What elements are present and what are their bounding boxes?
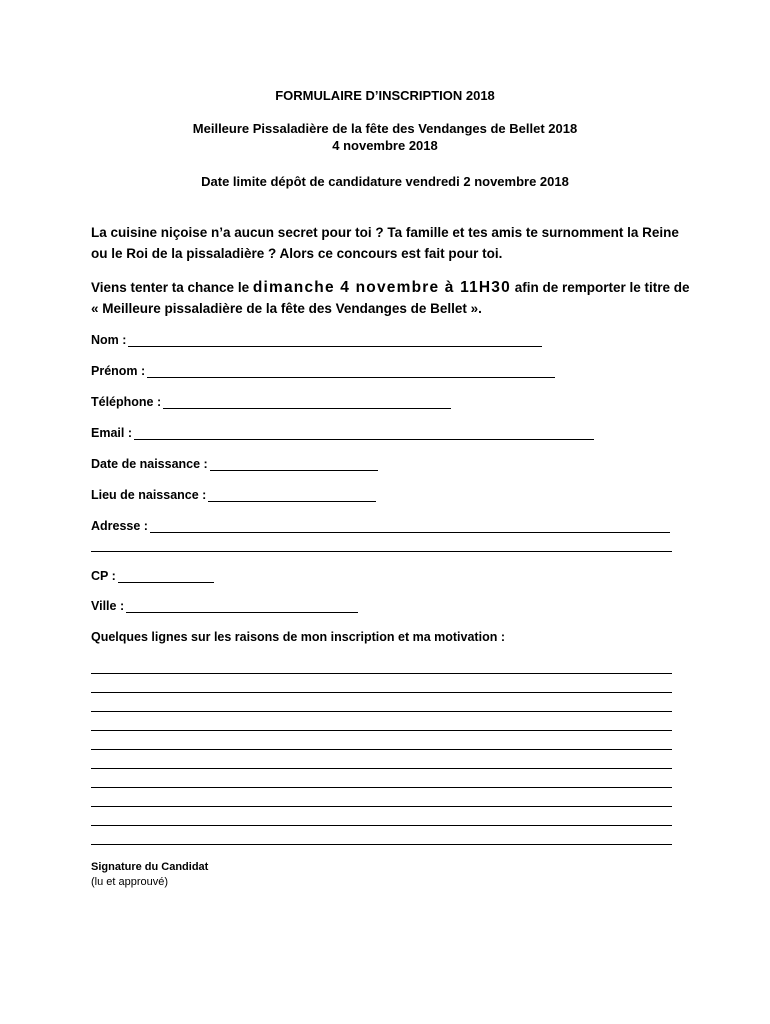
lieu-naissance-input-line[interactable] [208,491,376,502]
cp-input-line[interactable] [118,572,214,583]
signature-note: (lu et approuvé) [91,876,169,888]
invitation-text-end: afin de remporter le titre de « Meilleure pissaladière de la fête des Vendanges de Bellet ». [91,280,690,316]
adresse-label: Adresse : [91,519,148,533]
prenom-label: Prénom : [91,364,146,378]
date-naissance-field[interactable] [91,457,378,471]
invitation-paragraph [91,277,691,319]
email-field[interactable] [91,426,594,440]
motivation-line[interactable] [91,711,672,712]
invitation-text-start: Viens tenter ta chance le [91,280,253,295]
lieu-naissance-label: Lieu de naissance : [91,488,207,502]
nom-input-line[interactable] [128,336,542,347]
cp-label: CP : [91,569,116,583]
signature-label: Signature du Candidat [91,861,209,873]
contest-name: Meilleure Pissaladière de la fête des Vendanges de Bellet 2018 [192,121,578,136]
ville-label: Ville : [91,599,125,613]
telephone-field[interactable] [91,395,451,409]
prenom-field[interactable] [91,364,555,378]
motivation-line[interactable] [91,768,672,769]
motivation-line[interactable] [91,692,672,693]
contest-date: 4 novembre 2018 [332,138,438,153]
date-naissance-input-line[interactable] [210,460,378,471]
motivation-line[interactable] [91,787,672,788]
motivation-line[interactable] [91,844,672,845]
nom-label: Nom : [91,333,127,347]
nom-field[interactable] [91,333,542,347]
ville-field[interactable] [91,599,358,613]
telephone-input-line[interactable] [163,398,451,409]
email-input-line[interactable] [134,429,594,440]
date-naissance-label: Date de naissance : [91,457,208,471]
ville-input-line[interactable] [126,602,358,613]
motivation-line[interactable] [91,673,672,674]
event-datetime: dimanche 4 novembre à 11H30 [252,279,511,296]
lieu-naissance-field[interactable] [91,488,376,502]
cp-field[interactable] [91,569,214,583]
prenom-input-line[interactable] [147,367,555,378]
email-label: Email : [91,426,132,440]
motivation-line[interactable] [91,825,672,826]
telephone-label: Téléphone : [91,395,162,409]
adresse-input-line-2[interactable] [91,551,672,552]
motivation-label: Quelques lignes sur les raisons de mon inscription et ma motivation : [91,630,505,644]
motivation-line[interactable] [91,806,672,807]
motivation-line[interactable] [91,749,672,750]
adresse-field[interactable] [91,519,670,533]
deadline-text: Date limite dépôt de candidature vendredi 2 novembre 2018 [201,174,569,189]
adresse-input-line[interactable] [150,522,670,533]
motivation-line[interactable] [91,730,672,731]
intro-paragraph: La cuisine niçoise n’a aucun secret pour toi ? Ta famille et tes amis te surnomment la Reine ou le Roi de la pissaladière ? Alors ce concours est fait pour toi. [91,225,679,261]
form-title: FORMULAIRE D’INSCRIPTION 2018 [275,88,495,103]
